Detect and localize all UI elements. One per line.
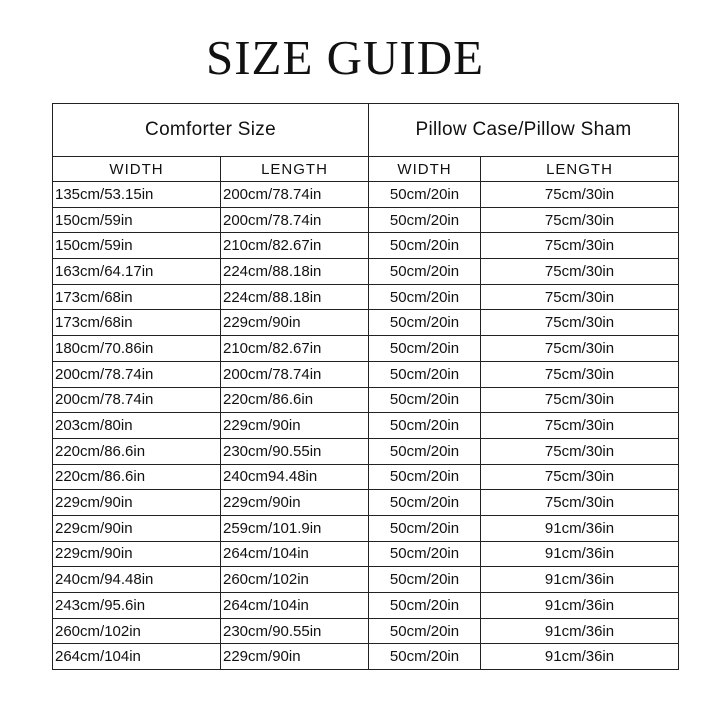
table-row — [53, 593, 679, 619]
pillow-length-cell: 91cm/36in — [481, 593, 679, 619]
comforter-width-cell: 173cm/68in — [53, 310, 221, 336]
comforter-length-cell: 224cm/88.18in — [221, 259, 369, 285]
pillow-width-cell: 50cm/20in — [369, 336, 481, 362]
comforter-width-cell: 229cm/90in — [53, 490, 221, 516]
pillow-length-cell: 91cm/36in — [481, 567, 679, 593]
pillow-width-cell: 50cm/20in — [369, 310, 481, 336]
table-row — [53, 207, 679, 233]
comforter-length-cell: 229cm/90in — [221, 413, 369, 439]
pillow-length-cell: 75cm/30in — [481, 413, 679, 439]
pillow-length-cell: 75cm/30in — [481, 207, 679, 233]
pillow-width-cell: 50cm/20in — [369, 644, 481, 670]
table-row — [53, 490, 679, 516]
pillow-case-header: Pillow Case/Pillow Sham — [369, 104, 679, 157]
column-header-row — [53, 157, 679, 182]
pillow-width-cell: 50cm/20in — [369, 284, 481, 310]
table-row — [53, 387, 679, 413]
comforter-width-cell: 180cm/70.86in — [53, 336, 221, 362]
comforter-width-cell: 264cm/104in — [53, 644, 221, 670]
comforter-length-cell: 229cm/90in — [221, 310, 369, 336]
comforter-width-cell: 229cm/90in — [53, 515, 221, 541]
comforter-width-cell: 135cm/53.15in — [53, 182, 221, 208]
table-row — [53, 618, 679, 644]
pillow-length-cell: 75cm/30in — [481, 336, 679, 362]
pillow-width-cell: 50cm/20in — [369, 182, 481, 208]
size-guide-table — [52, 103, 679, 670]
table-row — [53, 336, 679, 362]
comforter-width-cell: 240cm/94.48in — [53, 567, 221, 593]
comforter-width-cell: 229cm/90in — [53, 541, 221, 567]
comforter-length-cell: 200cm/78.74in — [221, 207, 369, 233]
pillow-width-cell: 50cm/20in — [369, 515, 481, 541]
pillow-length-cell: 75cm/30in — [481, 284, 679, 310]
comforter-length-cell: 210cm/82.67in — [221, 233, 369, 259]
pillow-length-cell: 75cm/30in — [481, 361, 679, 387]
table-row — [53, 464, 679, 490]
comforter-length-cell: 230cm/90.55in — [221, 618, 369, 644]
table-row — [53, 515, 679, 541]
comforter-width-cell: 150cm/59in — [53, 207, 221, 233]
comforter-size-header: Comforter Size — [53, 104, 369, 157]
comforter-width-cell: 260cm/102in — [53, 618, 221, 644]
comforter-width-cell: 220cm/86.6in — [53, 438, 221, 464]
pillow-width-cell: 50cm/20in — [369, 387, 481, 413]
comforter-length-cell: 229cm/90in — [221, 490, 369, 516]
pillow-width-cell: 50cm/20in — [369, 618, 481, 644]
group-header-row — [53, 104, 679, 157]
table-row — [53, 644, 679, 670]
comforter-width-cell: 150cm/59in — [53, 233, 221, 259]
size-table-body — [53, 182, 679, 670]
comforter-length-cell: 230cm/90.55in — [221, 438, 369, 464]
comforter-width-cell: 243cm/95.6in — [53, 593, 221, 619]
comforter-width-cell: 203cm/80in — [53, 413, 221, 439]
comforter-length-cell: 210cm/82.67in — [221, 336, 369, 362]
pillow-width-cell: 50cm/20in — [369, 361, 481, 387]
pillow-width-cell: 50cm/20in — [369, 438, 481, 464]
pillow-length-cell: 75cm/30in — [481, 464, 679, 490]
pillow-length-cell: 75cm/30in — [481, 490, 679, 516]
comforter-length-cell: 229cm/90in — [221, 644, 369, 670]
table-row — [53, 284, 679, 310]
table-row — [53, 259, 679, 285]
table-row — [53, 310, 679, 336]
pillow-width-cell: 50cm/20in — [369, 567, 481, 593]
pillow-length-cell: 91cm/36in — [481, 644, 679, 670]
pillow-length-cell: 91cm/36in — [481, 541, 679, 567]
comforter-length-cell: 240cm94.48in — [221, 464, 369, 490]
pillow-width-cell: 50cm/20in — [369, 464, 481, 490]
pillow-width-cell: 50cm/20in — [369, 413, 481, 439]
comforter-length-cell: 264cm/104in — [221, 541, 369, 567]
pillow-width-cell: 50cm/20in — [369, 490, 481, 516]
pillow-length-cell: 91cm/36in — [481, 515, 679, 541]
pillow-length-cell: 75cm/30in — [481, 310, 679, 336]
comforter-length-cell: 259cm/101.9in — [221, 515, 369, 541]
comforter-width-cell: 200cm/78.74in — [53, 361, 221, 387]
pillow-length-cell: 91cm/36in — [481, 618, 679, 644]
comforter-width-header: WIDTH — [53, 157, 221, 182]
comforter-length-cell: 200cm/78.74in — [221, 361, 369, 387]
comforter-length-cell: 264cm/104in — [221, 593, 369, 619]
comforter-width-cell: 200cm/78.74in — [53, 387, 221, 413]
table-row — [53, 233, 679, 259]
pillow-width-cell: 50cm/20in — [369, 541, 481, 567]
pillow-length-cell: 75cm/30in — [481, 233, 679, 259]
pillow-length-cell: 75cm/30in — [481, 182, 679, 208]
pillow-length-header: LENGTH — [481, 157, 679, 182]
comforter-width-cell: 163cm/64.17in — [53, 259, 221, 285]
pillow-width-cell: 50cm/20in — [369, 593, 481, 619]
table-row — [53, 438, 679, 464]
table-row — [53, 413, 679, 439]
table-row — [53, 182, 679, 208]
comforter-length-cell: 200cm/78.74in — [221, 182, 369, 208]
table-row — [53, 361, 679, 387]
pillow-length-cell: 75cm/30in — [481, 387, 679, 413]
pillow-width-cell: 50cm/20in — [369, 233, 481, 259]
comforter-width-cell: 220cm/86.6in — [53, 464, 221, 490]
pillow-length-cell: 75cm/30in — [481, 438, 679, 464]
table-row — [53, 567, 679, 593]
pillow-width-cell: 50cm/20in — [369, 207, 481, 233]
comforter-length-cell: 220cm/86.6in — [221, 387, 369, 413]
pillow-width-cell: 50cm/20in — [369, 259, 481, 285]
comforter-width-cell: 173cm/68in — [53, 284, 221, 310]
pillow-width-header: WIDTH — [369, 157, 481, 182]
comforter-length-header: LENGTH — [221, 157, 369, 182]
page-title: SIZE GUIDE — [205, 30, 485, 85]
pillow-length-cell: 75cm/30in — [481, 259, 679, 285]
comforter-length-cell: 224cm/88.18in — [221, 284, 369, 310]
table-row — [53, 541, 679, 567]
comforter-length-cell: 260cm/102in — [221, 567, 369, 593]
